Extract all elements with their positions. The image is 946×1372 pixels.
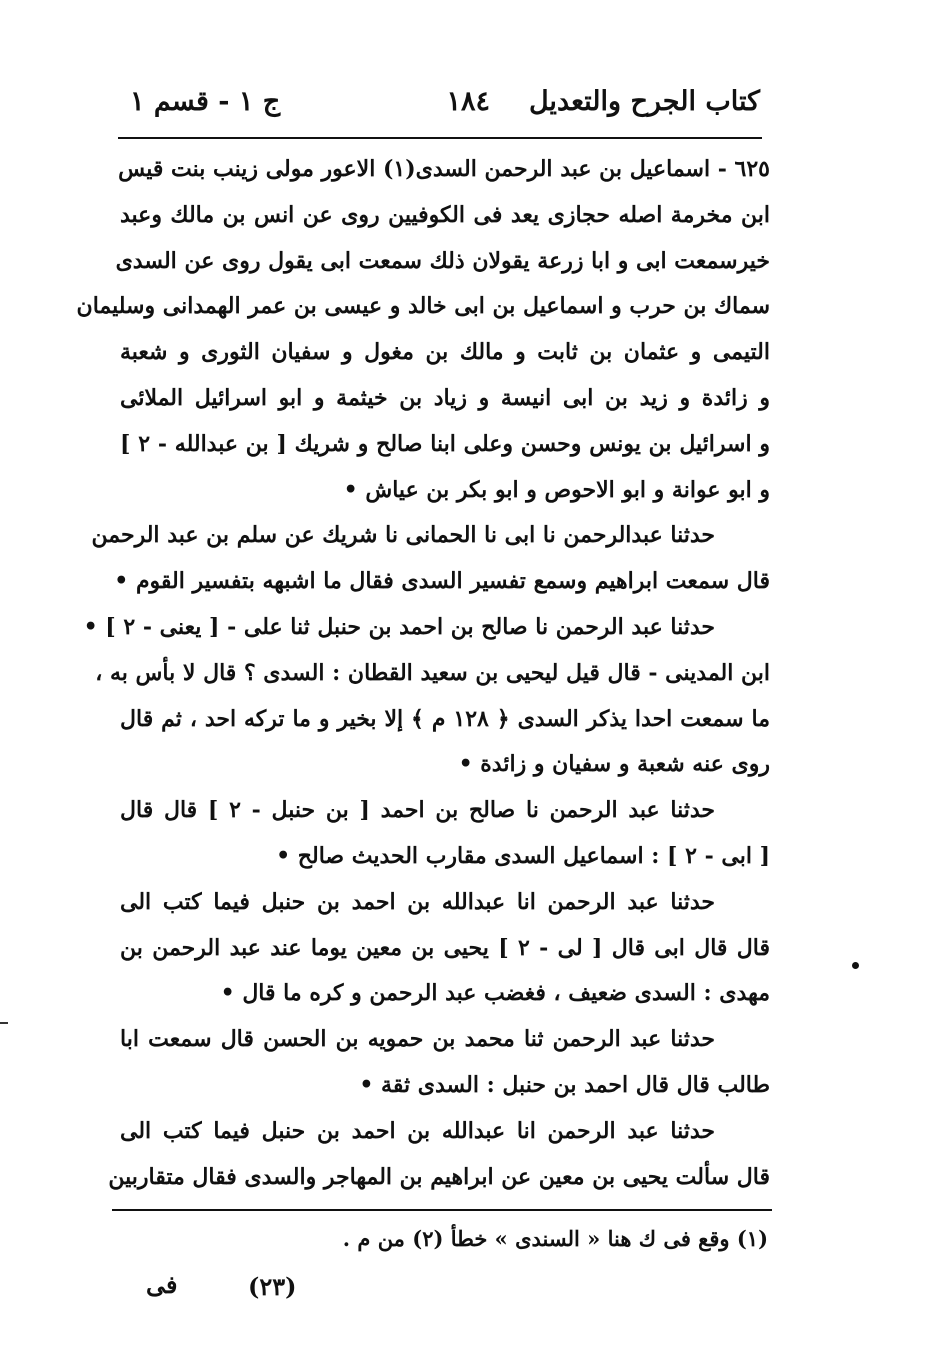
text-line: روى عنه شعبة و سفيان و زائدة • xyxy=(458,751,770,778)
footnote-rule xyxy=(112,1209,772,1211)
text-line: ما سمعت احدا يذكر السدى ﴿ ١٢٨ م ﴾ إلا بخير و ما تركه احد ، ثم قال xyxy=(120,705,770,732)
volume-label: ج ١ - قسم ١ xyxy=(130,86,281,117)
text-line: مهدى : السدى ضعيف ، فغضب عبد الرحمن و كره ما قال • xyxy=(220,980,770,1007)
text-line: ابن المدينى - قال قيل ليحيى بن سعيد القطان : السدى ؟ قال لا بأس به ، xyxy=(95,659,770,686)
text-line: التيمى و عثمان بن ثابت و مالك بن مغول و سفيان الثورى و شعبة xyxy=(120,339,770,366)
running-header xyxy=(120,72,760,132)
text-line: طالب قال قال احمد بن حنبل : السدى ثقة • xyxy=(359,1071,770,1098)
main-text xyxy=(76,147,770,1200)
text-line: خيرسمعت ابى و ابا زرعة يقولان ذلك سمعت ابى يقول روى عن السدى xyxy=(115,247,770,274)
book-title: كتاب الجرح والتعديل xyxy=(528,86,760,117)
text-line: ٦٢٥ - اسماعيل بن عبد الرحمن السدى(١) الاعور مولى زينب بنت قيس xyxy=(118,156,770,182)
text-line: سماك بن حرب و اسماعيل بن ابى خالد و عيسى بن عمر الهمدانى وسليمان xyxy=(76,293,770,320)
text-line: قال قال ابى قال [ لى - ٢ ] يحيى بن معين يوما عند عبد الرحمن بن xyxy=(120,934,770,961)
text-line: قال سألت يحيى بن معين عن ابراهيم بن المهاجر والسدى فقال متقاربين xyxy=(108,1163,770,1190)
text-line: قال سمعت ابراهيم وسمع تفسير السدى فقال ما اشبهه بتفسير القوم • xyxy=(114,568,770,595)
text-line: و زائدة و زيد بن ابى انيسة و زياد بن خيثمة و ابو اسرائيل الملائى xyxy=(120,384,770,411)
text-line: [ ابى - ٢ ] : اسماعيل السدى مقارب الحديث صالح • xyxy=(276,842,770,869)
text-line: حدثنا عبد الرحمن نا صالح بن احمد بن حنبل ثنا على - [ يعنى - ٢ ] • xyxy=(83,613,715,640)
text-line: و ابو عوانة و ابو الاحوص و ابو بكر بن عياش • xyxy=(343,476,770,503)
text-line: و اسرائيل بن يونس وحسن وعلى ابنا صالح و شريك [ بن عبدالله - ٢ ] xyxy=(120,430,770,457)
text-line: حدثنا عبد الرحمن انا عبدالله بن احمد بن حنبل فيما كتب الى xyxy=(120,888,715,915)
text-line: حدثنا عبد الرحمن ثنا محمد بن حمويه بن الحسن قال سمعت ابا xyxy=(120,1026,715,1053)
text-line: حدثنا عبدالرحمن نا ابى نا الحمانى نا شريك عن سلم بن عبد الرحمن xyxy=(91,522,715,549)
signature-mark: (٢٣) xyxy=(248,1272,297,1301)
text-line: ابن مخرمة اصله حجازى يعد فى الكوفيين روى عن انس بن مالك وعبد xyxy=(120,201,770,228)
footnote: (١) وقع فى ك هنا « السندى » خطأ (٢) من م . xyxy=(342,1226,768,1251)
margin-dot xyxy=(852,962,859,969)
margin-mark xyxy=(0,1022,8,1024)
page-number: ١٨٤ xyxy=(446,86,490,117)
text-line: حدثنا عبد الرحمن انا عبدالله بن احمد بن حنبل فيما كتب الى xyxy=(120,1117,715,1144)
catchword: فى xyxy=(146,1270,178,1299)
text-line: حدثنا عبد الرحمن نا صالح بن احمد [ بن حنبل - ٢ ] قال قال xyxy=(120,797,716,824)
header-rule xyxy=(118,137,762,139)
